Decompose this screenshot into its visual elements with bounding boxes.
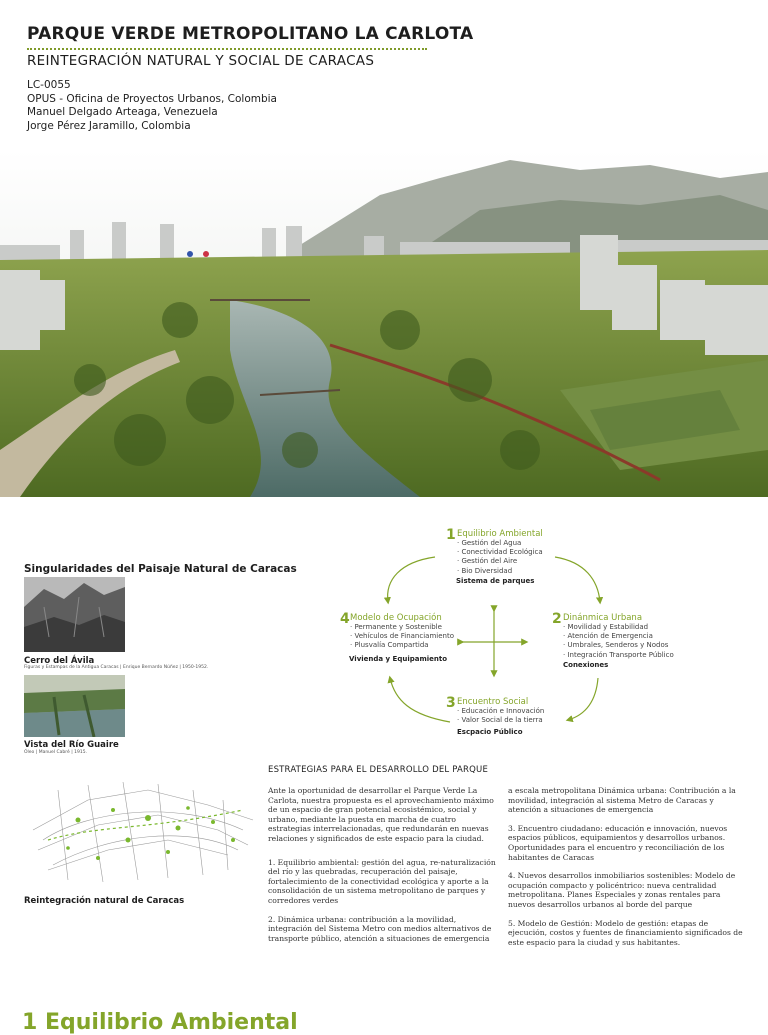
- next-section-heading: 1 Equilibrio Ambiental: [22, 1010, 298, 1035]
- singularidades-heading: Singularidades del Paisaje Natural de Caracas: [24, 563, 297, 575]
- node-4-name: Modelo de Ocupación: [350, 613, 442, 623]
- node-3-name: Encuentro Social: [457, 697, 529, 707]
- estrategias-paragraph: a escala metropolitana Dinámica urbana: Contribución a la movilidad, integración al sistema Metro de Caracas y atención a situaciones de emergencia: [508, 786, 736, 815]
- project-code: LC-0055: [27, 79, 71, 91]
- reintegration-caption: Reintegración natural de Caracas: [24, 896, 185, 906]
- node-2-name: Dinánmica Urbana: [563, 613, 643, 623]
- node-2-system: Conexiones: [563, 661, 609, 669]
- node-4-item: · Plusvalía Compartida: [350, 641, 429, 650]
- rio-guaire-image: [24, 675, 125, 737]
- node-1-item: · Bio Diversidad: [457, 566, 513, 575]
- node-2-item: · Integración Transporte Público: [563, 650, 674, 659]
- credit-author-1: Manuel Delgado Arteaga, Venezuela: [27, 106, 218, 118]
- reintegration-sketch: [28, 770, 258, 890]
- page-subtitle: REINTEGRACIÓN NATURAL Y SOCIAL DE CARACAS: [27, 53, 375, 69]
- estrategias-paragraph: 5. Modelo de Gestión: Modelo de gestión: etapas de ejecución, costos y fuentes de financiamiento significados de este espacio para la ciudad y sus habitantes.: [508, 918, 743, 947]
- cerro-avila-image: [24, 577, 125, 652]
- credit-author-2: Jorge Pérez Jaramillo, Colombia: [27, 119, 191, 132]
- credits-block: [27, 79, 277, 133]
- node-4-item: · Permanente y Sostenible: [350, 623, 442, 631]
- estrategias-column-2: [508, 786, 743, 956]
- node-1-system: Sistema de parques: [456, 577, 535, 585]
- node-1-number: 1: [446, 527, 456, 543]
- node-4-number: 4: [340, 611, 350, 627]
- node-4-item: · Vehículos de Financiamiento: [350, 632, 454, 641]
- estrategias-paragraph: 3. Encuentro ciudadano: educación e innovación, nuevos espacios públicos, equipamientos y desarrollos urbanos. Oportunidades para el encuentro y reconciliación de los habitantes de Caracas: [508, 823, 728, 862]
- node-2-item: · Movilidad y Estabilidad: [563, 623, 649, 631]
- estrategias-paragraph: 1. Equilibrio ambiental: gestión del agua, re-naturalización del río y las quebradas, recuperación del paisaje, fortalecimiento de la conectividad ecológica y aporte a la consolidación de un sistema metropolitano de parques y corredores verdes: [268, 857, 496, 905]
- park-aerial-render: [0, 150, 768, 497]
- node-1-item: · Conectividad Ecológica: [457, 548, 543, 557]
- estrategias-paragraph: 2. Dinámica urbana: contribución a la movilidad, integración del Sistema Metro con medios alternativos de transporte público, atención a situaciones de emergencia: [268, 914, 492, 943]
- cerro-avila-caption: Cerro del Ávila: [24, 656, 95, 666]
- title-divider: [27, 48, 427, 50]
- node-2-item: · Atención de Emergencia: [563, 632, 653, 641]
- node-3-number: 3: [446, 695, 456, 711]
- credit-office: OPUS - Oficina de Proyectos Urbanos, Colombia: [27, 92, 277, 105]
- node-1-item: · Gestión del Aire: [457, 557, 518, 566]
- node-2-item: · Umbrales, Senderos y Nodos: [563, 641, 669, 650]
- cerro-avila-credit: Figuras y Estampas de la Antigua Caracas | Enrique Bernardo Núñez | 1950-1952.: [24, 665, 209, 670]
- node-1-name: Equilibrio Ambiental: [457, 529, 543, 539]
- estrategias-heading: ESTRATEGIAS PARA EL DESARROLLO DEL PARQUE: [268, 765, 489, 775]
- node-4-system: Vivienda y Equipamiento: [349, 655, 448, 663]
- estrategias-paragraph: 4. Nuevos desarrollos inmobiliarios sostenibles: Modelo de ocupación compacto y policéntrico: nueva centralidad metropolitana. Planes Especiales y zonas rentales para nuevos desarrollos urbanos al borde del parque: [508, 871, 736, 909]
- estrategias-column-1: [268, 786, 500, 952]
- node-1-item: · Gestión del Agua: [457, 539, 522, 547]
- node-2-number: 2: [552, 611, 562, 627]
- rio-guaire-credit: Óleo | Manuel Cabré | 1915.: [24, 750, 88, 755]
- node-3-item: · Valor Social de la tierra: [457, 716, 543, 725]
- page-title: PARQUE VERDE METROPOLITANO LA CARLOTA: [27, 24, 474, 44]
- rio-guaire-caption: Vista del Río Guaire: [24, 740, 119, 750]
- node-3-system: Escpacio Público: [457, 728, 523, 736]
- node-3-item: · Educación e Innovación: [457, 707, 545, 715]
- estrategias-paragraph: Ante la oportunidad de desarrollar el Parque Verde La Carlota, nuestra propuesta es el aprovechamiento máximo de un espacio de gran potencial ecosistémico, social y urbano, mediante la puesta en marcha de cuatro estrategias interrelacionadas, que redundarán en nuevas relaciones y significados de este espacio para la ciudad.: [268, 786, 494, 843]
